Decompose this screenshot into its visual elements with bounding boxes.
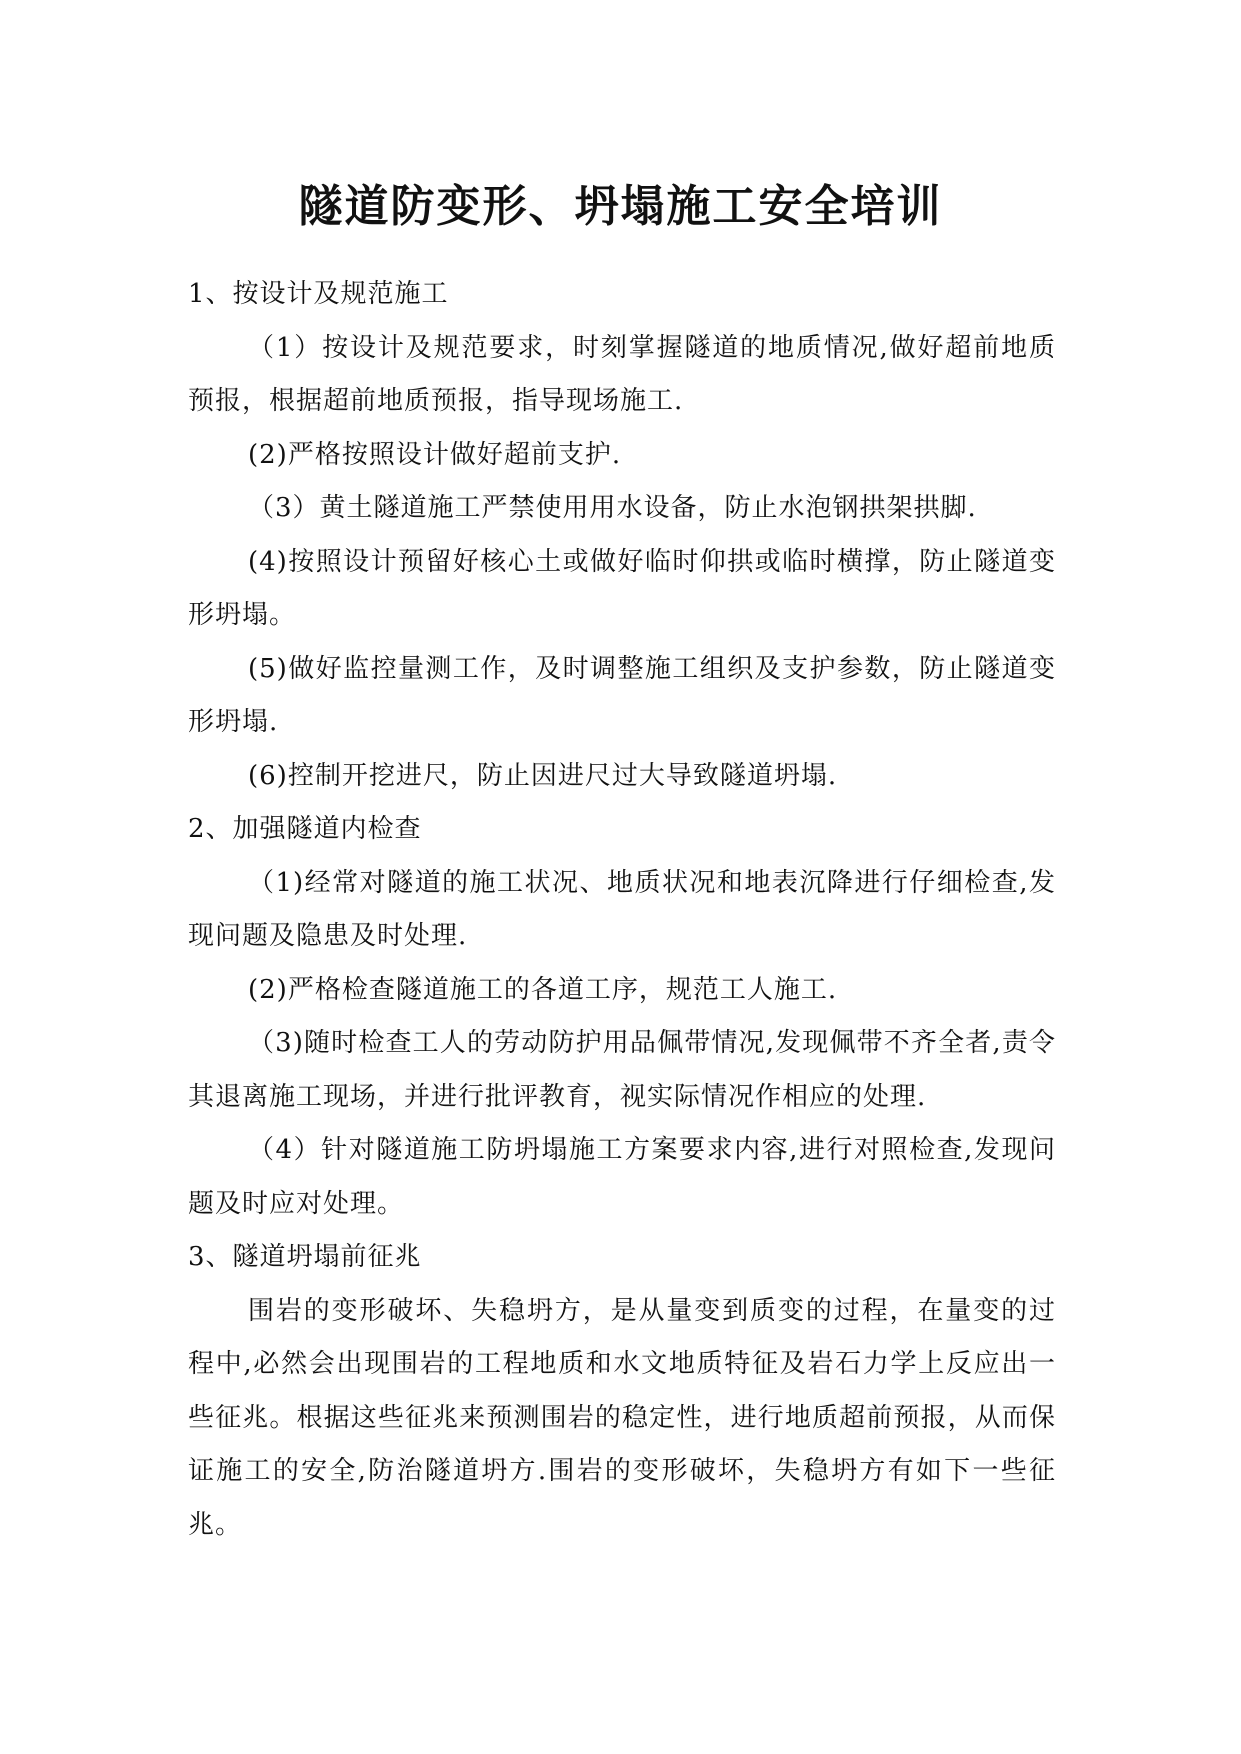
paragraph: (2)严格检查隧道施工的各道工序，规范工人施工. xyxy=(248,974,838,1005)
paragraph: （1)经常对隧道的施工状况、地质状况和地表沉降进行仔细检查,发现问题及隐患及时处理. xyxy=(188,867,1056,951)
paragraph: (4)按照设计预留好核心土或做好临时仰拱或临时横撑，防止隧道变形坍塌。 xyxy=(188,546,1056,630)
document-body xyxy=(188,268,1056,1552)
section-heading: 1、按设计及规范施工 xyxy=(188,279,449,309)
section-heading: 2、加强隧道内检查 xyxy=(188,814,422,844)
paragraph: （3）黄土隧道施工严禁使用用水设备，防止水泡钢拱架拱脚. xyxy=(248,493,977,523)
paragraph: (5)做好监控量测工作，及时调整施工组织及支护参数，防止隧道变形坍塌. xyxy=(188,653,1056,737)
paragraph: （1）按设计及规范要求，时刻掌握隧道的地质情况,做好超前地质预报，根据超前地质预报，指导现场施工. xyxy=(188,332,1056,416)
paragraph: (2)严格按照设计做好超前支护. xyxy=(248,439,622,470)
section-heading: 3、隧道坍塌前征兆 xyxy=(188,1242,422,1272)
paragraph: （3)随时检查工人的劳动防护用品佩带情况,发现佩带不齐全者,责令其退离施工现场，并进行批评教育，视实际情况作相应的处理. xyxy=(188,1028,1056,1112)
document-title: 隧道防变形、坍塌施工安全培训 xyxy=(298,181,943,233)
paragraph: （4）针对隧道施工防坍塌施工方案要求内容,进行对照检查,发现问题及时应对处理。 xyxy=(188,1135,1056,1219)
paragraph: 围岩的变形破坏、失稳坍方，是从量变到质变的过程，在量变的过程中,必然会出现围岩的工程地质和水文地质特征及岩石力学上反应出一些征兆。根据这些征兆来预测围岩的稳定性，进行地质超前预报，从而保证施工的安全,防治隧道坍方.围岩的变形破坏，失稳坍方有如下一些征兆。 xyxy=(188,1295,1056,1540)
paragraph: (6)控制开挖进尺，防止因进尺过大导致隧道坍塌. xyxy=(248,760,838,791)
